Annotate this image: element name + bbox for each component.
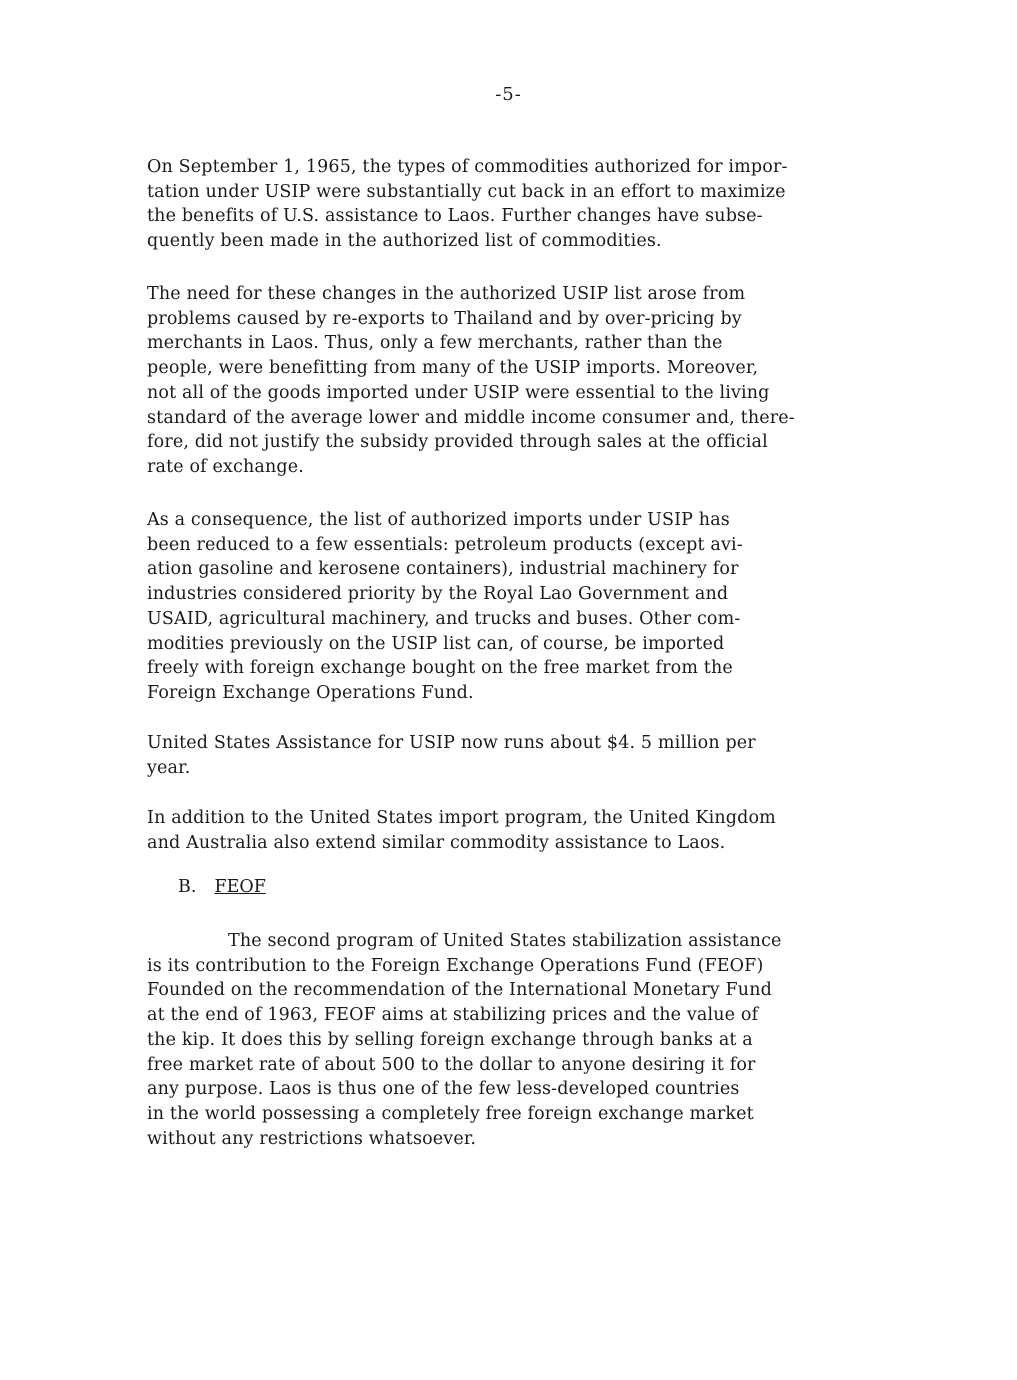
text-line: In addition to the United States import program, the United Kingdom bbox=[147, 808, 776, 828]
text-line: without any restrictions whatsoever. bbox=[147, 1128, 477, 1149]
text-line: The second program of United States stabilization assistance bbox=[228, 931, 782, 951]
text-line: Foreign Exchange Operations Fund. bbox=[147, 682, 474, 703]
text-line: quently been made in the authorized list of commodities. bbox=[147, 231, 662, 252]
section-title: FEOF bbox=[214, 877, 266, 897]
text-line: USAID, agricultural machinery, and trucks and buses. Other com- bbox=[147, 608, 741, 629]
text-line: at the end of 1963, FEOF aims at stabilizing prices and the value of bbox=[147, 1005, 759, 1026]
text-line: Founded on the recommendation of the International Monetary Fund bbox=[147, 980, 773, 1001]
page-number: -5- bbox=[495, 84, 522, 105]
text-line: problems caused by re-exports to Thailand and by over-pricing by bbox=[147, 308, 742, 329]
text-line: and Australia also extend similar commodity assistance to Laos. bbox=[147, 832, 726, 853]
text-line: On September 1, 1965, the types of commodities authorized for impor- bbox=[147, 157, 788, 177]
text-line: United States Assistance for USIP now runs about $4. 5 million per bbox=[147, 733, 756, 753]
text-line: As a consequence, the list of authorized imports under USIP has bbox=[147, 510, 730, 530]
text-line: ation gasoline and kerosene containers), industrial machinery for bbox=[147, 559, 739, 580]
text-line: standard of the average lower and middle income consumer and, there- bbox=[147, 407, 795, 428]
text-line: is its contribution to the Foreign Exchange Operations Fund (FEOF) bbox=[147, 955, 764, 976]
paragraph-commodities-cutback bbox=[147, 155, 788, 254]
text-line: in the world possessing a completely free foreign exchange market bbox=[147, 1103, 754, 1124]
text-line: the benefits of U.S. assistance to Laos. Further changes have subse- bbox=[147, 206, 763, 227]
text-line: people, were benefitting from many of the USIP imports. Moreover, bbox=[147, 358, 759, 379]
text-line: industries considered priority by the Royal Lao Government and bbox=[147, 584, 729, 605]
text-line: The need for these changes in the authorized USIP list arose from bbox=[147, 284, 746, 304]
section-heading-feof bbox=[178, 875, 266, 900]
text-line: the kip. It does this by selling foreign exchange through banks at a bbox=[147, 1029, 753, 1050]
text-line: fore, did not justify the subsidy provided through sales at the official bbox=[147, 432, 768, 453]
text-line: modities previously on the USIP list can, of course, be imported bbox=[147, 633, 725, 654]
text-line: year. bbox=[147, 757, 191, 778]
paragraph-usip-amount bbox=[147, 731, 756, 780]
paragraph-consequence bbox=[147, 508, 743, 706]
text-line: merchants in Laos. Thus, only a few merchants, rather than the bbox=[147, 333, 723, 354]
text-line: rate of exchange. bbox=[147, 456, 304, 477]
paragraph-feof bbox=[147, 929, 782, 1151]
text-line: any purpose. Laos is thus one of the few less-developed countries bbox=[147, 1079, 740, 1100]
paragraph-uk-australia bbox=[147, 806, 776, 855]
text-line: tation under USIP were substantially cut back in an effort to maximize bbox=[147, 181, 786, 202]
text-line: not all of the goods imported under USIP were essential to the living bbox=[147, 382, 770, 403]
text-line: freely with foreign exchange bought on the free market from the bbox=[147, 658, 733, 679]
section-letter: B. bbox=[178, 877, 197, 897]
paragraph-need-for-changes bbox=[147, 282, 795, 480]
text-line: free market rate of about 500 to the dollar to anyone desiring it for bbox=[147, 1054, 756, 1075]
text-line: been reduced to a few essentials: petroleum products (except avi- bbox=[147, 534, 743, 555]
